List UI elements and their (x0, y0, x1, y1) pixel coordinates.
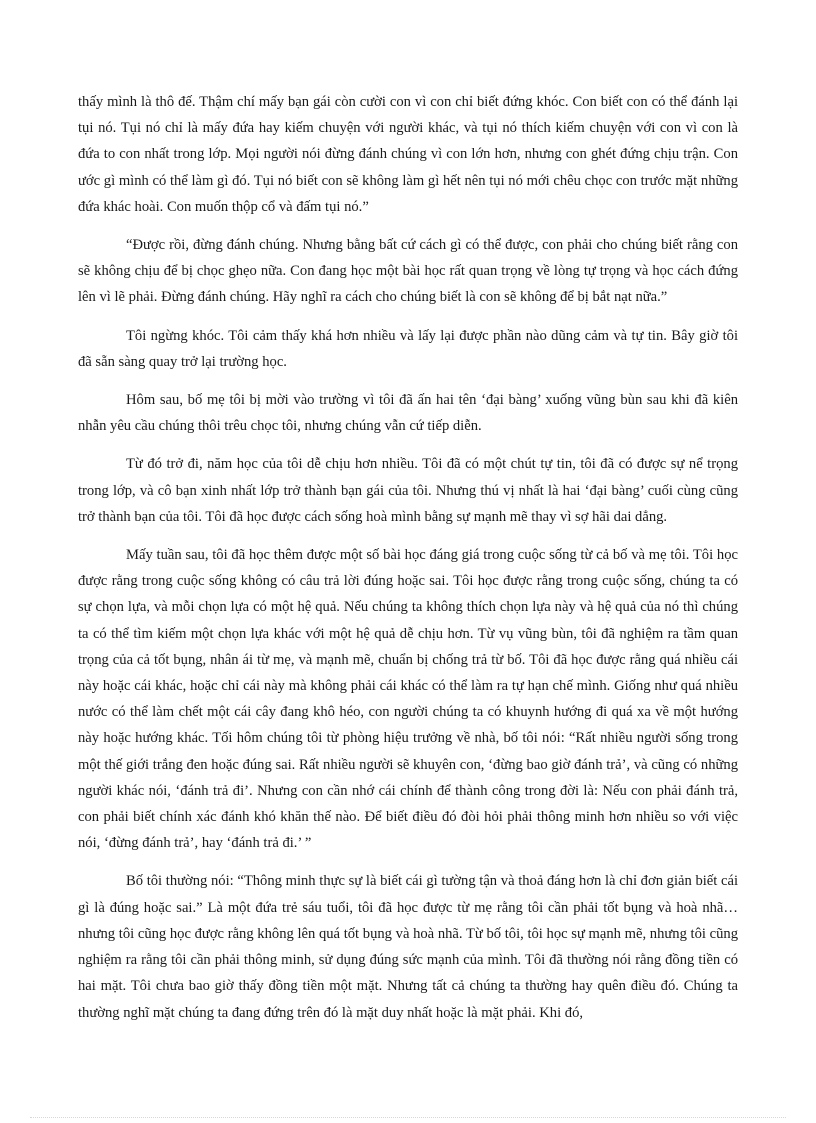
paragraph-5: Từ đó trở đi, năm học của tôi dễ chịu hơn nhiều. Tôi đã có một chút tự tin, tôi đã có được sự nể trọng trong lớp, và cô bạn xinh nhất lớp trở thành bạn gái của tôi. Nhưng thú vị nhất là hai ‘đại bàng’ cuối cùng cũng trở thành bạn của tôi. Tôi đã học được cách sống hoà mình bằng sự mạnh mẽ thay vì sợ hãi dai dẳng. (78, 456, 738, 525)
paragraph-6: Mấy tuần sau, tôi đã học thêm được một số bài học đáng giá trong cuộc sống từ cả bố và mẹ tôi. Tôi học được rằng trong cuộc sống không có câu trả lời đúng hoặc sai. Tôi học được rằng trong cuộc sống, chúng ta có sự chọn lựa, và mỗi chọn lựa có một hệ quả. Nếu chúng ta không thích chọn lựa này và hệ quả của nó thì chúng ta có thể tìm kiếm một chọn lựa khác với một hệ quả dễ chịu hơn. Từ vụ vũng bùn, tôi đã nghiệm ra tầm quan trọng của cả tốt bụng, nhân ái từ mẹ, và mạnh mẽ, chuẩn bị chống trả từ bố. Tôi đã học được rằng quá nhiều cái này hoặc cái khác, hoặc chỉ cái này mà không phải cái khác có thể làm ra tự hạn chế mình. Giống như quá nhiều nước có thể làm chết một cái cây đang khô héo, con người chúng ta có khuynh hướng đi quá xa về một hướng này hoặc hướng khác. Tối hôm chúng tôi từ phòng hiệu trưởng về nhà, bố tôi nói: “Rất nhiều người sống trong một thế giới trắng đen hoặc đúng sai. Rất nhiều người sẽ khuyên con, ‘đừng bao giờ đánh trả’, và cũng có những người khác nói, ‘đánh trả đi’. Nhưng con cần nhớ cái chính để thành công trong đời là: Nếu con phải đánh trả, con phải biết chính xác đánh khó khăn thế nào. Để biết điều đó đòi hỏi phải thông minh hơn nhiều so với việc nói, ‘đừng đánh trả’, hay ‘đánh trả đi.’ ” (78, 547, 738, 852)
paragraph-1: thấy mình là thô đế. Thậm chí mấy bạn gái còn cười con vì con chỉ biết đứng khóc. Con biết con có thể đánh lại tụi nó. Tụi nó chỉ là mấy đứa hay kiếm chuyện với người khác, và tụi nó thích kiếm chuyện với con vì con là đứa to con nhất trong lớp. Mọi người nói đừng đánh chúng vì con lớn hơn, nhưng con ghét đứng chịu trận. Con ước gì mình có thể làm gì đó. Tụi nó biết con sẽ không làm gì hết nên tụi nó mới chêu chọc con trước mặt những đứa khác hoài. Con muốn thộp cổ và đấm tụi nó.” (78, 94, 738, 215)
paragraph-7: Bố tôi thường nói: “Thông minh thực sự là biết cái gì tường tận và thoả đáng hơn là chỉ đơn giản biết cái gì là đúng hoặc sai.” Là một đứa trẻ sáu tuổi, tôi đã học được từ mẹ rằng tôi cần phải tốt bụng và hoà nhã… nhưng tôi cũng học được rằng không lên quá tốt bụng và hoà nhã. Từ bố tôi, tôi học sự mạnh mẽ, nhưng tôi cũng nghiệm ra rằng tôi cần phải thông minh, sử dụng đúng sức mạnh của mình. Tôi đã thường nói rằng đồng tiền có hai mặt. Tôi chưa bao giờ thấy đồng tiền một mặt. Nhưng tất cả chúng ta thường hay quên điều đó. Chúng ta thường nghĩ mặt chúng ta đang đứng trên đó là mặt duy nhất hoặc là mặt phải. Khi đó, (78, 873, 738, 1021)
paragraph-2: “Được rồi, đừng đánh chúng. Nhưng bằng bất cứ cách gì có thể được, con phải cho chúng biết rằng con sẽ không chịu để bị chọc ghẹo nữa. Con đang học một bài học rất quan trọng về lòng tự trọng và học cách đứng lên vì lẽ phải. Đừng đánh chúng. Hãy nghĩ ra cách cho chúng biết là con sẽ không để bị bắt nạt nữa.” (78, 237, 738, 306)
paragraph-4: Hôm sau, bố mẹ tôi bị mời vào trường vì tôi đã ấn hai tên ‘đại bàng’ xuống vũng bùn sau khi đã kiên nhẫn yêu cầu chúng thôi trêu chọc tôi, nhưng chúng vẫn cứ tiếp diễn. (78, 392, 738, 435)
paragraph-3: Tôi ngừng khóc. Tôi cảm thấy khá hơn nhiều và lấy lại được phần nào dũng cảm và tự tin. Bây giờ tôi đã sẵn sàng quay trở lại trường học. (78, 327, 738, 370)
footer-divider (30, 1117, 786, 1118)
page-body (78, 89, 738, 1038)
